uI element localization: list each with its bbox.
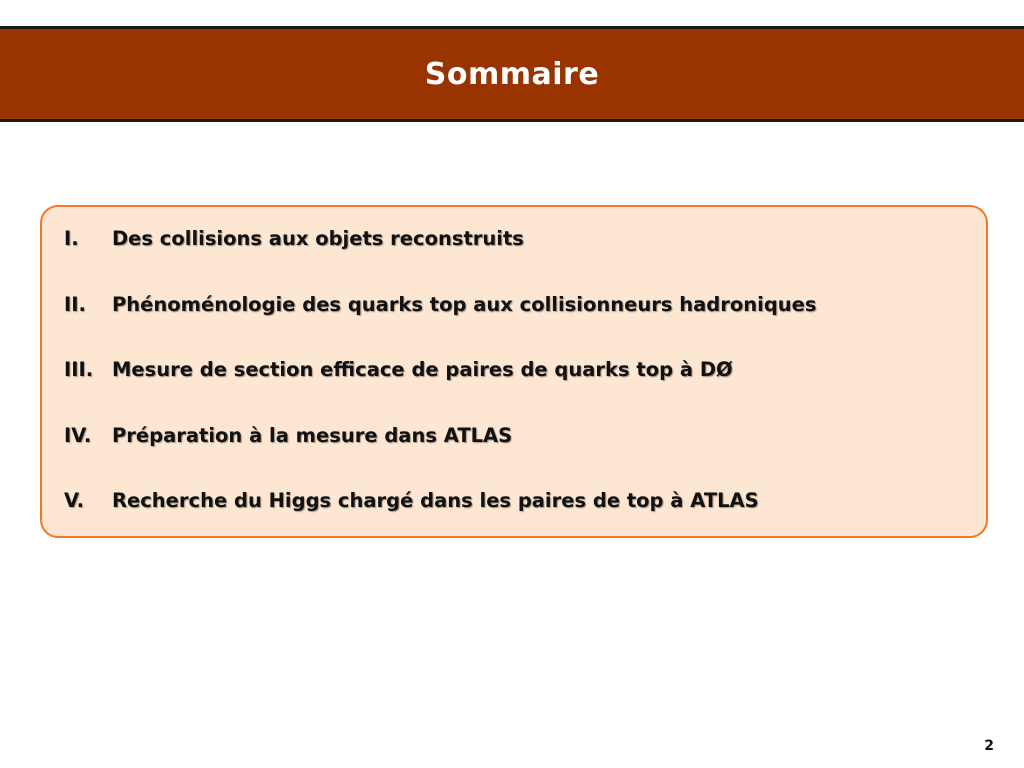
toc-item [64,293,986,359]
toc-item-number: V. [64,489,84,512]
toc-item-number: II. [64,292,86,316]
toc-item [64,358,986,424]
slide-title: Sommaire [424,56,600,92]
toc-item-text: Phénoménologie des quarks top aux collisionneurs hadroniques [112,292,817,316]
toc-item-number: III. [64,358,94,381]
toc-item-text: Des collisions aux objets reconstruits [112,227,524,250]
title-bar [0,26,1024,122]
toc-box [40,205,988,538]
toc-item-number: I. [64,227,79,250]
toc-item-number: IV. [64,423,92,447]
toc-list [64,227,986,555]
toc-item-text: Recherche du Higgs chargé dans les paires de top à ATLAS [112,489,759,512]
toc-item-text: Mesure de section efficace de paires de quarks top à DØ [112,358,733,381]
toc-item [64,227,986,293]
toc-item-text: Préparation à la mesure dans ATLAS [112,423,513,447]
page-number: 2 [984,738,994,754]
toc-item [64,489,986,555]
toc-item [64,424,986,490]
